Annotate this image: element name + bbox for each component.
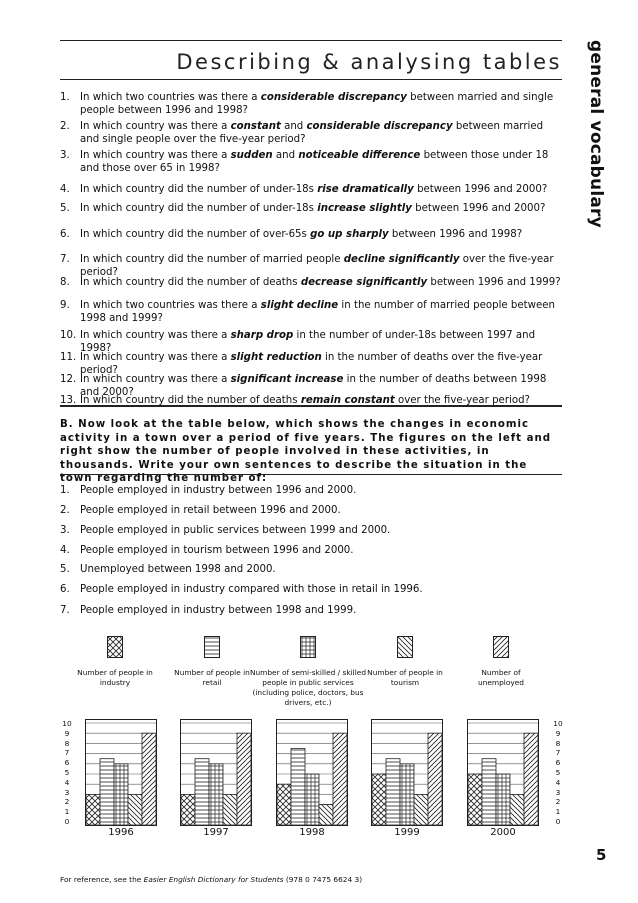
section-b-instruction: B. Now look at the table below, which shows the changes in economic activity in a town over a period of five years. The figures on the left and right show the number of people involved in these activities, in thousands. Write your own sentences to describe the situation in the town regarding the number of: xyxy=(60,419,552,484)
bar-slash-1999 xyxy=(428,733,442,825)
task-text: People employed in public services between 1999 and 2000. xyxy=(80,525,391,536)
task-text: People employed in industry between 1998 and 1999. xyxy=(80,605,357,616)
y-tick-label-left: 8 xyxy=(64,738,70,748)
question-fragment: In which country was there a xyxy=(80,374,231,385)
y-tick-label-right: 1 xyxy=(555,807,561,817)
side-section-label xyxy=(573,40,611,228)
bar-slash-2000 xyxy=(524,733,538,825)
task-text: People employed in tourism between 1996 and 2000. xyxy=(80,545,354,556)
legend-pattern xyxy=(397,636,413,658)
legend-pattern xyxy=(493,636,509,658)
year-group-1999 xyxy=(371,719,443,826)
key-phrase: considerable discrepancy xyxy=(260,92,407,103)
bar-horizontal-1996 xyxy=(100,759,114,825)
y-tick-label-left: 6 xyxy=(64,758,70,768)
instruction-rule xyxy=(60,474,562,475)
question-number: 4. xyxy=(60,184,70,195)
year-group-1998 xyxy=(276,719,348,826)
y-tick-label-left: 9 xyxy=(64,728,70,738)
question-text xyxy=(80,202,562,215)
year-group-2000 xyxy=(467,719,539,826)
question-fragment: In which two countries was there a xyxy=(80,92,261,103)
key-phrase: decline significantly xyxy=(343,254,460,265)
year-bars xyxy=(86,720,156,825)
y-tick-label-right: 4 xyxy=(555,777,561,787)
question-fragment: in the number of deaths over the five-year period? xyxy=(80,352,543,376)
question-fragment: over the five-year period? xyxy=(80,254,554,278)
bar-crosshatch-1996 xyxy=(86,794,100,825)
bar-grid-1999 xyxy=(400,764,414,825)
task-text: Unemployed between 1998 and 2000. xyxy=(80,564,276,575)
question-text xyxy=(80,149,562,175)
key-phrase: decrease significantly xyxy=(300,277,428,288)
year-label: 1999 xyxy=(394,827,420,838)
legend-label: Number of unemployed xyxy=(478,668,524,687)
bar-crosshatch-1999 xyxy=(372,774,386,825)
key-phrase: slight decline xyxy=(260,300,339,311)
task-text: People employed in industry compared with those in retail in 1996. xyxy=(80,584,423,595)
question-fragment: In which country was there a xyxy=(80,330,231,341)
key-phrase: remain constant xyxy=(300,395,395,406)
question-fragment: between those under 18 and those over 65 in 1998? xyxy=(80,150,549,174)
bar-backslash-1997 xyxy=(223,794,237,825)
bar-slash-1997 xyxy=(237,733,251,825)
bar-backslash-1998 xyxy=(319,805,333,825)
y-tick-label-left: 7 xyxy=(64,748,70,758)
year-label: 1998 xyxy=(299,827,325,838)
question-fragment: In which country was there a xyxy=(80,352,231,363)
question-fragment: between 1996 and 1999? xyxy=(427,277,561,288)
question-fragment: between married and single people between 1996 and 1998? xyxy=(80,92,554,116)
task-number: 2. xyxy=(60,505,70,516)
y-tick-label-right: 8 xyxy=(555,738,561,748)
y-tick-label-left: 10 xyxy=(62,719,72,728)
bar-slash-1998 xyxy=(333,733,347,825)
legend-pattern xyxy=(300,636,316,658)
question-fragment: in the number of under-18s between 1997 and 1998? xyxy=(80,330,536,354)
y-tick-label-left: 2 xyxy=(64,797,70,807)
question-text xyxy=(80,276,562,289)
legend-label: Number of people in industry xyxy=(77,668,153,687)
question-fragment: In which country did the number of under-18s xyxy=(80,203,318,214)
legend-pattern xyxy=(107,636,123,658)
question-fragment: between married and single people over the five-year period? xyxy=(80,121,544,145)
y-tick-label-right: 7 xyxy=(555,748,561,758)
bar-grid-1997 xyxy=(209,764,223,825)
legend-swatch-slash xyxy=(493,636,509,662)
question-fragment: over the five-year period? xyxy=(394,395,530,406)
question-fragment: In which country did the number of over-65s xyxy=(80,229,311,240)
question-fragment: In which country did the number of under-18s xyxy=(80,184,318,195)
bar-grid-1998 xyxy=(305,774,319,825)
question-fragment: between 1996 and 2000? xyxy=(411,203,546,214)
question-fragment: in the number of married people between 1998 and 1999? xyxy=(80,300,555,324)
legend-swatch-backslash xyxy=(397,636,413,662)
year-bars xyxy=(468,720,538,825)
y-tick-label-left: 5 xyxy=(64,768,70,777)
question-text xyxy=(80,183,562,196)
question-number: 12. xyxy=(60,374,77,385)
y-tick-label-right: 2 xyxy=(555,797,561,807)
year-group-1997 xyxy=(180,719,252,826)
section-divider xyxy=(60,405,562,407)
question-number: 6. xyxy=(60,229,70,240)
page-title: Describing & analysing tables xyxy=(176,50,562,74)
question-fragment: and xyxy=(280,121,307,132)
y-tick-label-left: 4 xyxy=(64,777,70,787)
task-number: 5. xyxy=(60,564,70,575)
key-phrase: significant increase xyxy=(230,374,344,385)
question-fragment: In which country was there a xyxy=(80,121,231,132)
y-tick-label-left: 3 xyxy=(64,787,70,797)
task-number: 7. xyxy=(60,605,70,616)
question-fragment: In which country did the number of deaths xyxy=(80,277,301,288)
bar-crosshatch-1998 xyxy=(277,784,291,825)
year-group-1996 xyxy=(85,719,157,826)
legend-pattern xyxy=(204,636,220,658)
question-text xyxy=(80,120,562,146)
question-fragment: In which country did the number of deaths xyxy=(80,395,301,406)
bar-horizontal-1997 xyxy=(195,759,209,825)
reference-footer xyxy=(60,875,362,884)
task-number: 1. xyxy=(60,485,70,496)
legend-swatch-grid xyxy=(300,636,316,662)
bar-horizontal-2000 xyxy=(482,759,496,825)
question-number: 11. xyxy=(60,352,77,363)
top-rule xyxy=(60,40,562,41)
task-number: 4. xyxy=(60,545,70,556)
question-fragment: and xyxy=(272,150,299,161)
key-phrase: rise dramatically xyxy=(317,184,414,195)
title-rule xyxy=(60,79,562,80)
y-tick-label-right: 5 xyxy=(555,768,561,777)
question-fragment: In which two countries was there a xyxy=(80,300,261,311)
bar-backslash-2000 xyxy=(510,794,524,825)
question-text xyxy=(80,228,562,241)
task-text: People employed in industry between 1996 and 2000. xyxy=(80,485,357,496)
y-tick-label-right: 6 xyxy=(555,758,561,768)
y-tick-label-left: 0 xyxy=(64,817,70,826)
bar-horizontal-1998 xyxy=(291,749,305,826)
question-number: 2. xyxy=(60,121,70,132)
question-fragment: in the number of deaths between 1998 and 2000? xyxy=(80,374,547,398)
key-phrase: go up sharply xyxy=(310,229,389,240)
page-number: 5 xyxy=(596,846,607,864)
bar-grid-1996 xyxy=(114,764,128,825)
question-number: 10. xyxy=(60,330,77,341)
question-text xyxy=(80,299,562,325)
year-label: 1997 xyxy=(203,827,229,838)
year-bars xyxy=(277,720,347,825)
question-number: 9. xyxy=(60,300,70,311)
bar-backslash-1996 xyxy=(128,794,142,825)
y-tick-label-left: 1 xyxy=(64,807,70,817)
footer-book-title: Easier English Dictionary for Students xyxy=(143,875,284,884)
bar-crosshatch-1997 xyxy=(181,794,195,825)
question-fragment: between 1996 and 1998? xyxy=(388,229,523,240)
year-bars xyxy=(181,720,251,825)
bar-slash-1996 xyxy=(142,733,156,825)
legend-swatch-horizontal xyxy=(204,636,220,662)
task-number: 3. xyxy=(60,525,70,536)
legend-label: Number of people in tourism xyxy=(367,668,443,687)
question-number: 7. xyxy=(60,254,70,265)
bar-crosshatch-2000 xyxy=(468,774,482,825)
y-tick-label-right: 10 xyxy=(553,719,563,728)
year-label: 2000 xyxy=(490,827,516,838)
footer-prefix: For reference, see the xyxy=(60,875,144,884)
bar-horizontal-1999 xyxy=(386,759,400,825)
key-phrase: sharp drop xyxy=(230,330,294,341)
question-number: 13. xyxy=(60,395,77,406)
question-number: 1. xyxy=(60,92,70,103)
key-phrase: slight reduction xyxy=(230,352,322,363)
task-number: 6. xyxy=(60,584,70,595)
legend-label: Number of people in retail xyxy=(174,668,250,687)
legend-label: Number of semi-skilled / skilled people in public services (including police, doctors, bus drivers, etc.) xyxy=(249,668,367,707)
key-phrase: considerable discrepancy xyxy=(306,121,453,132)
question-number: 8. xyxy=(60,277,70,288)
bar-grid-2000 xyxy=(496,774,510,825)
question-number: 5. xyxy=(60,203,70,214)
legend-swatch-crosshatch xyxy=(107,636,123,662)
key-phrase: constant xyxy=(230,121,281,132)
key-phrase: noticeable difference xyxy=(298,150,421,161)
bar-backslash-1999 xyxy=(414,794,428,825)
y-tick-label-right: 9 xyxy=(555,728,561,738)
task-text: People employed in retail between 1996 and 2000. xyxy=(80,505,341,516)
year-label: 1996 xyxy=(108,827,134,838)
key-phrase: increase slightly xyxy=(317,203,412,214)
year-bars xyxy=(372,720,442,825)
y-tick-label-right: 0 xyxy=(555,817,561,826)
side-label-text: general vocabulary xyxy=(586,40,606,228)
question-text xyxy=(80,91,562,117)
question-number: 3. xyxy=(60,150,70,161)
key-phrase: sudden xyxy=(230,150,273,161)
question-fragment: In which country did the number of married people xyxy=(80,254,344,265)
footer-suffix: (978 0 7475 6624 3) xyxy=(283,875,363,884)
y-tick-label-right: 3 xyxy=(555,787,561,797)
question-fragment: between 1996 and 2000? xyxy=(413,184,548,195)
question-fragment: In which country was there a xyxy=(80,150,231,161)
